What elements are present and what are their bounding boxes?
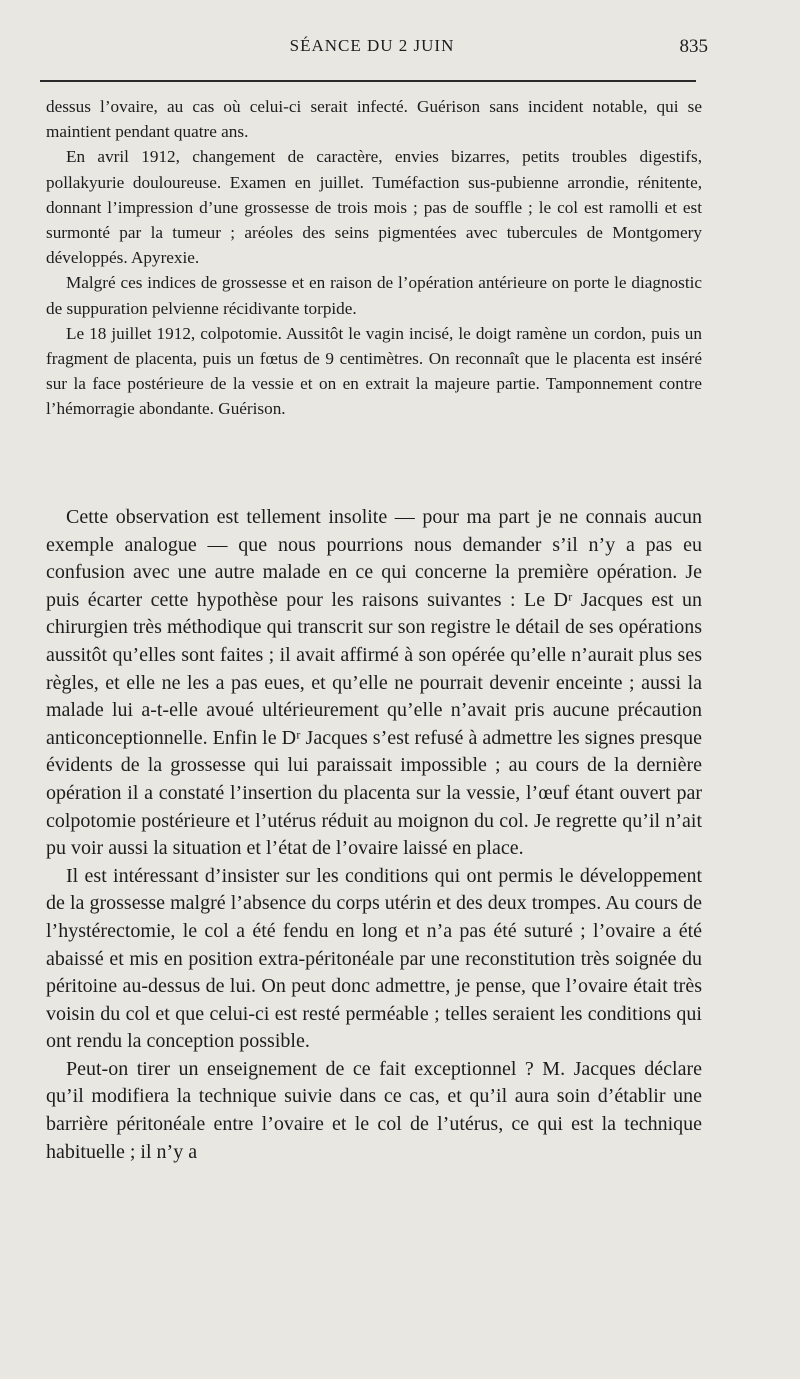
- discussion-paragraph: Il est intéressant d’insister sur les conditions qui ont permis le développement de la grossesse malgré l’absence du corps utérin et des deux trompes. Au cours de l’hystérectomie, le col a été fendu en long et n’a pas été suturé ; l’ovaire a été abaissé et mis en position extra-péritonéale par une reconstitution très soignée du péritoine au-dessus de lui. On peut donc admettre, je pense, que l’ovaire était très voisin du col et que celui-ci est resté perméable ; telles seraient les conditions qui ont rendu la conception possible.: [46, 864, 702, 1053]
- observation-paragraph: Le 18 juillet 1912, colpotomie. Aussitôt le vagin incisé, le doigt ramène un cordon, puis un fragment de placenta, puis un fœtus de 9 centimètres. On reconnaît que le placenta est inséré sur la face postérieure de la vessie et on en extrait la majeure partie. Tamponnement contre l’hémorragie abondante. Guérison.: [46, 323, 702, 419]
- case-observation-text: [46, 94, 702, 422]
- observation-paragraph: Malgré ces indices de grossesse et en raison de l’opération antérieure on porte le diagnostic de suppuration pelvienne récidivante torpide.: [46, 273, 702, 318]
- discussion-paragraph: Peut-on tirer un enseignement de ce fait exceptionnel ? M. Jacques déclare qu’il modifiera la technique suivie dans ce cas, et qu’il aura soin d’établir une barrière péritonéale entre l’ovaire et le col de l’utérus, ce qui est la technique habituelle ; il n’y a: [46, 1057, 702, 1163]
- observation-paragraph: dessus l’ovaire, au cas où celui-ci serait infecté. Guérison sans incident notable, qui se maintient pendant quatre ans.: [46, 97, 702, 142]
- running-head: [40, 36, 708, 66]
- running-title: SÉANCE DU 2 JUIN: [289, 36, 455, 55]
- discussion-text: [46, 504, 702, 1166]
- discussion-paragraph: Cette observation est tellement insolite — pour ma part je ne connais aucun exemple analogue — que nous pourrions nous demander s’il n’y a pas eu confusion avec une autre malade en ce qui concerne la première opération. Je puis écarter cette hypothèse pour les raisons suivantes : Le Dʳ Jacques est un chirurgien très méthodique qui transcrit sur son registre le détail de ses opérations aussitôt qu’elles sont faites ; il avait affirmé à son opérée qu’elle n’aurait plus ses règles, et elle ne les a pas eues, et qu’elle ne pourrait devenir enceinte ; aussi la malade lui a-t-elle avoué ultérieurement qu’elle n’avait pris aucune précaution anticonceptionnelle. Enfin le Dʳ Jacques s’est refusé à admettre les signes presque évidents de la grossesse qui lui paraissait impossible ; au cours de la dernière opération il a constaté l’insertion du placenta sur la vessie, l’œuf étant ouvert par colpotomie postérieure et l’utérus réduit au moignon du col. Je regrette qu’il n’ait pu voir aussi la situation et l’état de l’ovaire laissé en place.: [46, 506, 702, 860]
- header-rule: [40, 80, 696, 82]
- observation-paragraph: En avril 1912, changement de caractère, envies bizarres, petits troubles digestifs, pollakyurie douloureuse. Examen en juillet. Tuméfaction sus-pubienne arrondie, rénitente, donnant l’impression d’une grossesse de trois mois ; pas de souffle ; le col est ramolli et est surmonté par la tumeur ; aréoles des seins pigmentées avec tubercules de Montgomery développés. Apyrexie.: [46, 147, 702, 268]
- page-number: 835: [679, 36, 708, 57]
